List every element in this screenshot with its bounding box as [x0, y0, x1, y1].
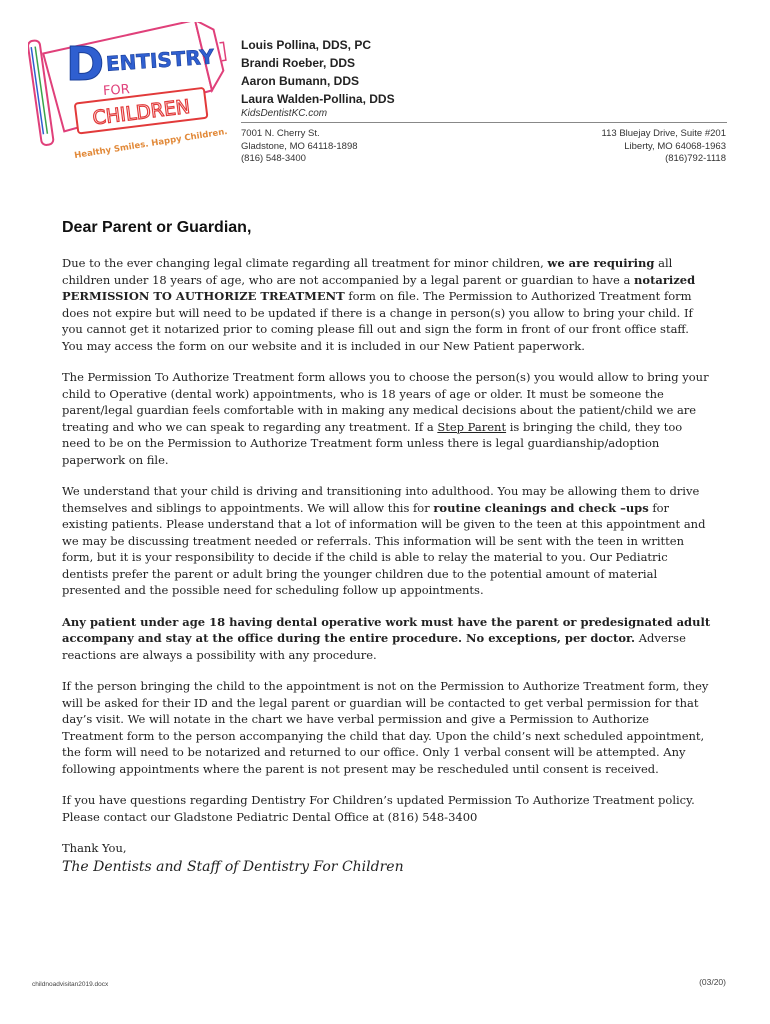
toothpaste-logo-graphic [28, 22, 228, 160]
text-run: all children under 18 years of age, who are not accompanied by a legal parent or guardian to have a [62, 256, 673, 287]
closing: Thank You, [62, 841, 127, 855]
text-run: Adverse reactions are always a possibility with any procedure. [62, 631, 686, 662]
paragraph-4 [62, 614, 712, 664]
office-city: Gladstone, MO 64118-1898 [241, 140, 358, 152]
liberty-office-address [602, 128, 726, 166]
signature: The Dentists and Staff of Dentistry For Children [62, 858, 404, 875]
paragraph-6: If you have questions regarding Dentistry For Children’s updated Permission To Authorize Treatment policy. Please contact our Gladstone Pediatric Dental Office at (816) 548-3400 [62, 793, 695, 824]
paragraph-2 [62, 369, 712, 468]
text-run: Due to the ever changing legal climate regarding all treatment for minor children, [62, 256, 548, 270]
practice-logo [28, 22, 228, 160]
emphasis: routine cleanings and check –ups [433, 500, 649, 515]
emphasis: notarized PERMISSION TO AUTHORIZE TREATMENT [62, 272, 696, 303]
office-phone: (816) 548-3400 [241, 153, 306, 164]
paragraph-1 [62, 255, 712, 354]
logo-d-letter: D [66, 37, 105, 91]
office-street: 7001 N. Cherry St. [241, 128, 320, 139]
text-run: for existing patients. Please understand that a lot of information will be given to the teen at this appointment and we may be discussing treatment needed or referrals. This information will be sent with the teen in written form, but it is your responsibility to decide if the child is able to relay the material to you. Our Pediatric dentists prefer the parent or adult bring the younger children due to the potential amount of material presented and the possible need for scheduling follow up appointments. [62, 500, 706, 597]
doctor-name: Aaron Bumann, DDS [241, 74, 360, 88]
office-street: 113 Bluejay Drive, Suite #201 [601, 128, 726, 139]
footer-date-code: (03/20) [699, 977, 726, 987]
emphasis: we are requiring [547, 256, 655, 270]
footer-filename: childnoadvisitan2019.docx [32, 981, 109, 988]
doctor-name: Laura Walden-Pollina, DDS [241, 92, 395, 106]
office-city: Liberty, MO 64068-1963 [624, 140, 726, 152]
text-run: We understand that your child is driving and transitioning into adulthood. You may be allowing them to drive themselves and siblings to appointments. We will allow this for [62, 484, 700, 515]
office-phone: (816)792-1118 [665, 153, 726, 164]
text-run: is bringing the child, they too need to be on the Permission to Authorize Treatment form unless there is legal guardianship/adoption paperwork on file. [62, 419, 683, 467]
doctor-name: Brandi Roeber, DDS [241, 56, 356, 70]
logo-entistry-text: ENTISTRY [105, 44, 215, 76]
paragraph-3 [62, 483, 712, 599]
logo-children-text: CHILDREN [91, 95, 192, 130]
logo-for-text: FOR [102, 82, 131, 100]
website-link[interactable]: KidsDentistKC.com [241, 108, 328, 119]
letter-body [62, 255, 712, 875]
emphasis: Any patient under age 18 having dental operative work must have the parent or predesignated adult accompany and stay at the office during the entire procedure. No exceptions, per doctor. [62, 614, 711, 645]
logo-tagline: Healthy Smiles. Happy Children. [73, 126, 228, 160]
paragraph-5: If the person bringing the child to the appointment is not on the Permission to Authorize Treatment form, they will be asked for their ID and the legal parent or guardian will be contacted to get verbal permission for that day’s visit. We will notate in the chart we have verbal permission and give a Permission to Authorize Treatment form to the person accompanying the child that day. Upon the child’s next scheduled appointment, the form will need to be notarized and returned to our office. Only 1 verbal consent will be attempted. Any following appointments where the parent is not present may be rescheduled until consent is received. [62, 679, 709, 776]
letterhead-divider [241, 122, 727, 123]
text-run: form on file. The Permission to Authorized Treatment form does not expire but will need to be updated if there is a change in person(s) you allow to bring your child. If you cannot get it notarized prior to coming please fill out and sign the form in front of our front office staff. You may access the form on our website and it is included in our New Patient paperwork. [62, 289, 693, 353]
doctor-list [241, 36, 395, 108]
letter-greeting: Dear Parent or Guardian, [62, 219, 252, 236]
text-run: The Permission To Authorize Treatment form allows you to choose the person(s) you would allow to bring your child to Operative (dental work) appointments, who is 18 years of age or older. It must be someone the parent/legal guardian feels comfortable with in making any medical decisions about the patient/child we are treating and who we can speak to regarding any treatment. If a [62, 370, 709, 434]
doctor-name: Louis Pollina, DDS, PC [241, 38, 372, 52]
gladstone-office-address [241, 128, 358, 166]
underlined-term: Step Parent [437, 419, 507, 434]
